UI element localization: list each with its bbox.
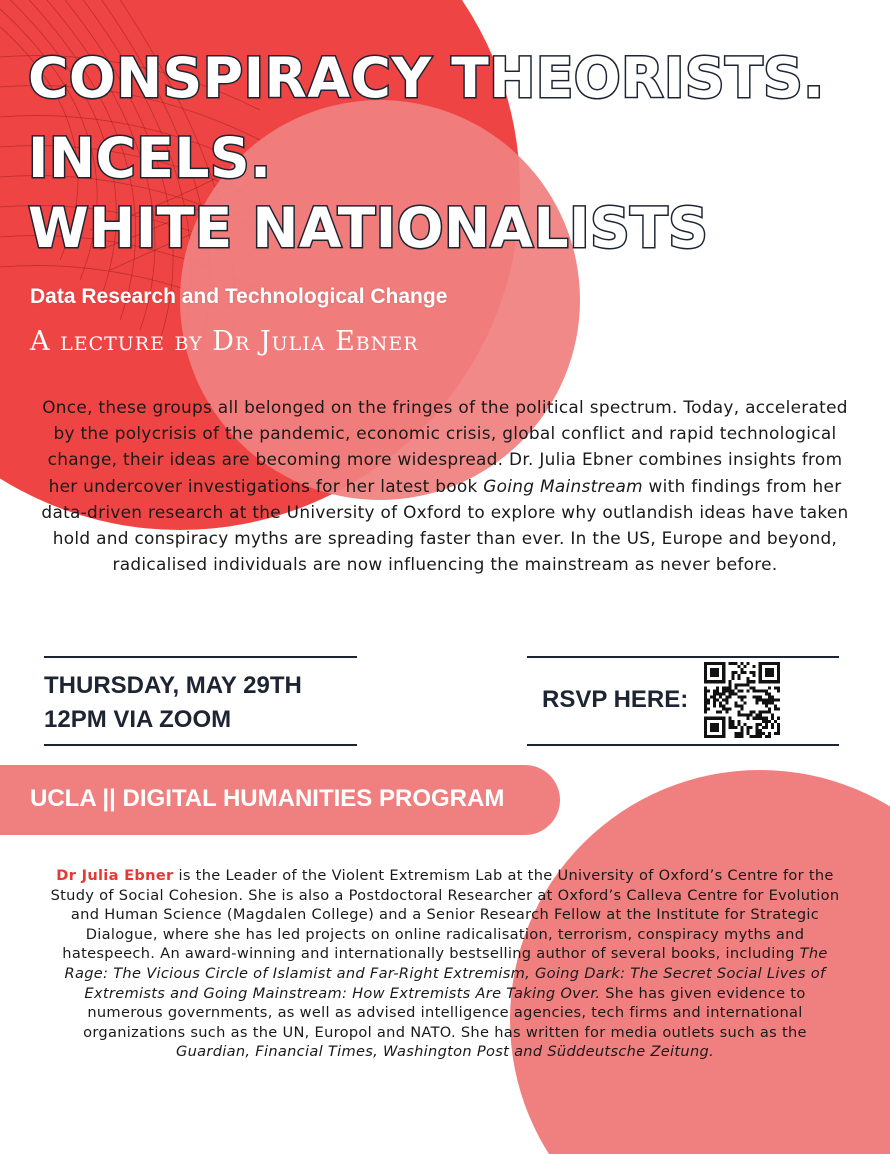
program-label: UCLA || DIGITAL HUMANITIES PROGRAM bbox=[30, 785, 505, 812]
speaker-name: Dr Julia Ebner bbox=[56, 867, 174, 884]
event-date: THURSDAY, MAY 29TH bbox=[44, 672, 302, 699]
headline-line-3: WHITE NATIONALISTS bbox=[28, 196, 709, 260]
divider-left-bottom bbox=[44, 744, 357, 746]
bio-media-outlets: Guardian, Financial Times, Washington Post and Süddeutsche Zeitung. bbox=[176, 1043, 714, 1061]
lecture-abstract bbox=[40, 394, 850, 577]
rsvp-label: RSVP HERE: bbox=[542, 686, 689, 713]
lecture-byline: A lecture by Dr Julia Ebner bbox=[30, 326, 419, 357]
abstract-text-part-1: Once, these groups all belonged on the fringes of the political spectrum. Today, accelerated by the polycrisis of the pandemic, economic crisis, global conflict and rapid technological change, their ideas are becoming more widespread. Dr. Julia Ebner combines insights from her undercover investigations for her latest book bbox=[42, 397, 848, 496]
headline-line-2: INCELS. bbox=[28, 126, 272, 190]
headline-line-1: CONSPIRACY THEORISTS. bbox=[28, 46, 825, 110]
divider-right-bottom bbox=[527, 744, 839, 746]
abstract-text-part-2: with findings from her data-driven research at the University of Oxford to explore why outlandish ideas have taken hold and conspiracy myths are spreading faster than ever. In the US, Europe and beyond, radicalised individuals are now influencing the mainstream as never before. bbox=[41, 475, 849, 575]
bio-book-titles: The Rage: The Vicious Circle of Islamist and Far-Right Extremism, Going Dark: The Secret Social Lives of Extremists and Going Mainstream: How Extremists Are Taking Over. bbox=[64, 945, 828, 1002]
bio-text-part-2: She has given evidence to numerous governments, as well as advised intelligence agencies, tech firms and international organizations such as the UN, Europol and NATO. She has written for media outlets such as the bbox=[83, 984, 807, 1041]
event-time: 12PM VIA ZOOM bbox=[44, 706, 232, 733]
speaker-bio bbox=[50, 866, 840, 1062]
subtitle: Data Research and Technological Change bbox=[30, 285, 448, 308]
bio-text-part-1: is the Leader of the Violent Extremism Lab at the University of Oxford’s Centre for the Study of Social Cohesion. She is also a Postdoctoral Researcher at Oxford’s Calleva Centre for Evolution and Human Science (Magdalen College) and a Senior Research Fellow at the Institute for Strategic Dialogue, where she has led projects on online radicalisation, terrorism, conspiracy myths and hatespeech. An award-winning and internationally bestselling author of several books, including bbox=[50, 867, 840, 963]
divider-left-top bbox=[44, 656, 357, 658]
divider-right-top bbox=[527, 656, 839, 658]
qr-code-icon[interactable] bbox=[704, 662, 780, 738]
program-banner bbox=[0, 765, 560, 835]
abstract-book-title: Going Mainstream bbox=[483, 475, 643, 496]
